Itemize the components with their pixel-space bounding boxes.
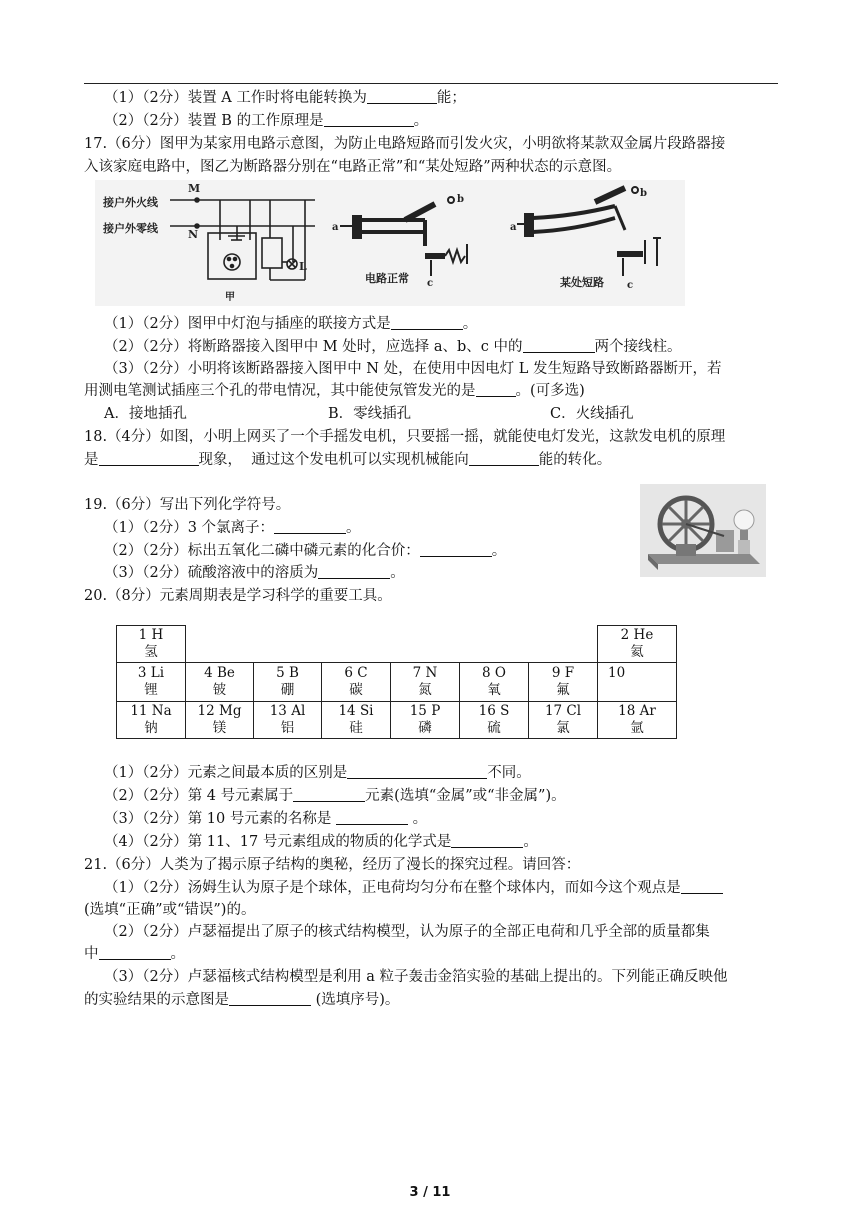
answer-blank[interactable] — [99, 450, 199, 466]
element-cell: 2 He 氦 — [598, 626, 677, 663]
answer-blank[interactable] — [420, 541, 492, 557]
q21-part3-line1: （3）（2分）卢瑟福核式结构模型是利用 a 粒子轰击金箔实验的基础上提出的。下列能正确反映他 — [104, 969, 728, 985]
svg-text:a: a — [510, 222, 517, 233]
normal-label: 电路正常 — [365, 272, 409, 285]
element-cell: 6 C 碳 — [322, 663, 391, 702]
answer-blank[interactable] — [367, 88, 437, 104]
q19-part3: （3）（2分）硫酸溶液中的溶质为 。 — [104, 565, 405, 581]
periodic-table — [116, 625, 677, 739]
q19-part1: （1）（2分）3 个氯离子： 。 — [104, 520, 361, 536]
jia-label: 甲 — [225, 292, 235, 303]
answer-blank[interactable] — [336, 809, 408, 825]
element-cell: 5 B 硼 — [254, 663, 322, 702]
element-cell: 18 Ar 氩 — [598, 702, 677, 739]
element-cell: 13 Al 铝 — [254, 702, 322, 739]
answer-blank[interactable] — [324, 111, 414, 127]
element-cell: 15 P 磷 — [391, 702, 460, 739]
header-rule — [84, 83, 778, 84]
q21-part1-line2: (选填“正确”或“错误”)的。 — [84, 902, 256, 918]
q17-part2: （2）（2分）将断路器接入图甲中 M 处时，应选择 a、b、c 中的 两个接线柱。 — [104, 339, 682, 355]
q20-part3: （3）（2分）第 10 号元素的名称是 。 — [104, 811, 428, 827]
answer-blank[interactable] — [451, 832, 523, 848]
element-cell: 9 F 氟 — [529, 663, 598, 702]
element-cell: 4 Be 铍 — [186, 663, 254, 702]
table-row — [117, 702, 677, 739]
short-label: 某处短路 — [560, 276, 604, 289]
element-cell: 1 H 氢 — [117, 626, 186, 663]
answer-blank[interactable] — [469, 450, 539, 466]
element-cell: 10 — [598, 663, 677, 702]
q20-part4: （4）（2分）第 11、17 号元素组成的物质的化学式是 。 — [104, 834, 538, 850]
element-cell: 3 Li 锂 — [117, 663, 186, 702]
q21-part2-line1: （2）（2分）卢瑟福提出了原子的核式结构模型，认为原子的全部正电荷和几乎全部的质量都集 — [104, 924, 710, 940]
svg-text:b: b — [640, 188, 647, 199]
N-label: N — [188, 228, 199, 241]
answer-blank[interactable] — [318, 563, 390, 579]
answer-blank[interactable] — [293, 786, 365, 802]
q16-part1: （1）（2分）装置 A 工作时将电能转换为 能； — [104, 90, 466, 106]
option-b[interactable]: B．零线插孔 — [328, 406, 412, 422]
svg-text:b: b — [457, 194, 464, 205]
element-cell: 7 N 氮 — [391, 663, 460, 702]
M-label: M — [188, 182, 201, 195]
element-cell: 14 Si 硅 — [322, 702, 391, 739]
answer-blank[interactable] — [99, 944, 171, 960]
page-number: 3 / 11 — [409, 1185, 451, 1200]
q21-part2-line2: 中 。 — [84, 946, 185, 962]
q19-stem: 19.（6分）写出下列化学符号。 — [84, 497, 291, 513]
q20-stem: 20.（8分）元素周期表是学习科学的重要工具。 — [84, 588, 392, 604]
L-label: L — [299, 260, 307, 273]
svg-text:c: c — [427, 278, 434, 289]
element-cell: 16 S 硫 — [460, 702, 529, 739]
option-a[interactable]: A．接地插孔 — [104, 406, 187, 422]
circuit-figure — [95, 180, 685, 306]
q17-part3-line2: 用测电笔测试插座三个孔的带电情况，其中能使氖管发光的是 。(可多选) — [84, 383, 585, 399]
q18-stem-line1: 18.（4分）如图，小明上网买了一个手摇发电机，只要摇一摇，就能使电灯发光，这款发电机的原理 — [84, 429, 726, 445]
answer-blank[interactable] — [476, 381, 516, 397]
q20-part1: （1）（2分）元素之间最本质的区别是 不同。 — [104, 765, 531, 781]
q16-part2: （2）（2分）装置 B 的工作原理是 。 — [104, 113, 429, 129]
option-c[interactable]: C．火线插孔 — [550, 406, 634, 422]
element-cell: 11 Na 钠 — [117, 702, 186, 739]
q20-part2: （2）（2分）第 4 号元素属于 元素(选填“金属”或“非金属”)。 — [104, 788, 566, 804]
element-cell: 12 Mg 镁 — [186, 702, 254, 739]
answer-blank[interactable] — [347, 763, 487, 779]
q21-stem: 21.（6分）人类为了揭示原子结构的奥秘，经历了漫长的探究过程。请回答： — [84, 857, 581, 873]
table-row — [117, 626, 677, 663]
answer-blank[interactable] — [681, 878, 723, 894]
table-gap — [186, 626, 598, 663]
answer-blank[interactable] — [274, 518, 346, 534]
table-row — [117, 663, 677, 702]
q17-part1: （1）（2分）图甲中灯泡与插座的联接方式是 。 — [104, 316, 478, 332]
q21-part1-line1: （1）（2分）汤姆生认为原子是个球体，正电荷均匀分布在整个球体内，而如今这个观点是 — [104, 878, 723, 898]
q21-part3-line2: 的实验结果的示意图是 (选填序号)。 — [84, 992, 400, 1008]
q19-part2: （2）（2分）标出五氧化二磷中磷元素的化合价： 。 — [104, 543, 507, 559]
element-cell: 8 O 氧 — [460, 663, 529, 702]
svg-text:a: a — [332, 222, 339, 233]
q17-part3-line1: （3）（2分）小明将该断路器接入图甲中 N 处，在使用中因电灯 L 发生短路导致断路器断开，若 — [104, 361, 722, 377]
svg-text:c: c — [627, 280, 634, 291]
answer-blank[interactable] — [229, 990, 311, 1006]
hand-crank-generator-image — [640, 484, 766, 577]
answer-blank[interactable] — [391, 314, 463, 330]
q18-stem-line2: 是 现象， 通过这个发电机可以实现机械能向 能的转化。 — [84, 452, 612, 468]
answer-blank[interactable] — [523, 337, 595, 353]
q17-stem-line1: 17.（6分）图甲为某家用电路示意图，为防止电路短路而引发火灾，小明欲将某款双金属片段路器接 — [84, 136, 726, 152]
q17-stem-line2: 入该家庭电路中，图乙为断路器分别在“电路正常”和“某处短路”两种状态的示意图。 — [84, 159, 622, 175]
neutral-wire-label: 接户外零线 — [103, 222, 158, 235]
element-cell: 17 Cl 氯 — [529, 702, 598, 739]
live-wire-label: 接户外火线 — [103, 196, 158, 209]
